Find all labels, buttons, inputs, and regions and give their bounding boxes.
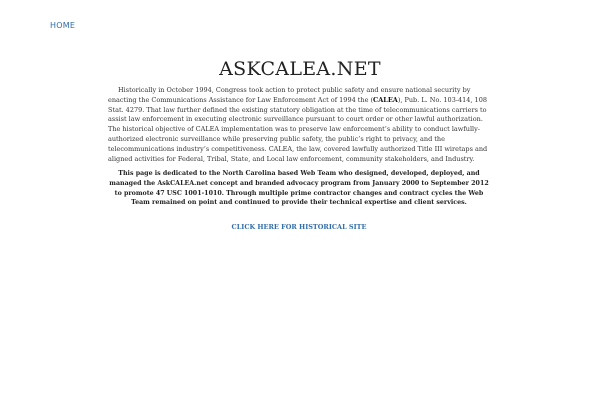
main-content: [108, 86, 490, 233]
intro-paragraph: [108, 86, 490, 164]
historical-link-container: [108, 214, 490, 233]
site-title: ASKCALEA.NET: [219, 58, 381, 80]
nav-home-link[interactable]: HOME: [50, 21, 76, 30]
top-nav: [50, 13, 75, 32]
intro-text-end: ), Pub. L. No. 103-414, 108 Stat. 4279. That law further defined the existing statutory obligation at the time of telecommunications carriers to assist law enforcement in executing electronic surveillance pursuant to court order or other lawful authorization. The historical objective of CALEA implementation was to preserve law enforcement’s ability to conduct lawfully-authorized electronic surveillance while preserving public safety, the public’s right to privacy, and the telecommunications industry’s competitiveness. CALEA, the law, covered lawfully authorized Title III wiretaps and aligned activities for Federal, Tribal, State, and Local law enforcement, community stakeholders, and Industry.: [108, 95, 488, 163]
historical-site-link[interactable]: CLICK HERE FOR HISTORICAL SITE: [231, 222, 367, 231]
dedication-paragraph: This page is dedicated to the North Carolina based Web Team who designed, developed, deployed, and managed the AskCALEA.net concept and branded advocacy program from January 2000 to September 2012 to promote 47 USC 1001-1010. Through multiple prime contractor changes and contract cycles the Web Team remained on point and continued to provide their technical expertise and client services.: [109, 170, 489, 207]
calea-acronym: CALEA: [373, 95, 398, 104]
intro-text-start: Historically in October 1994, Congress took action to protect public safety and ensure national security by enacting the Communications Assistance for Law Enforcement Act of 1994 the (: [108, 86, 471, 104]
